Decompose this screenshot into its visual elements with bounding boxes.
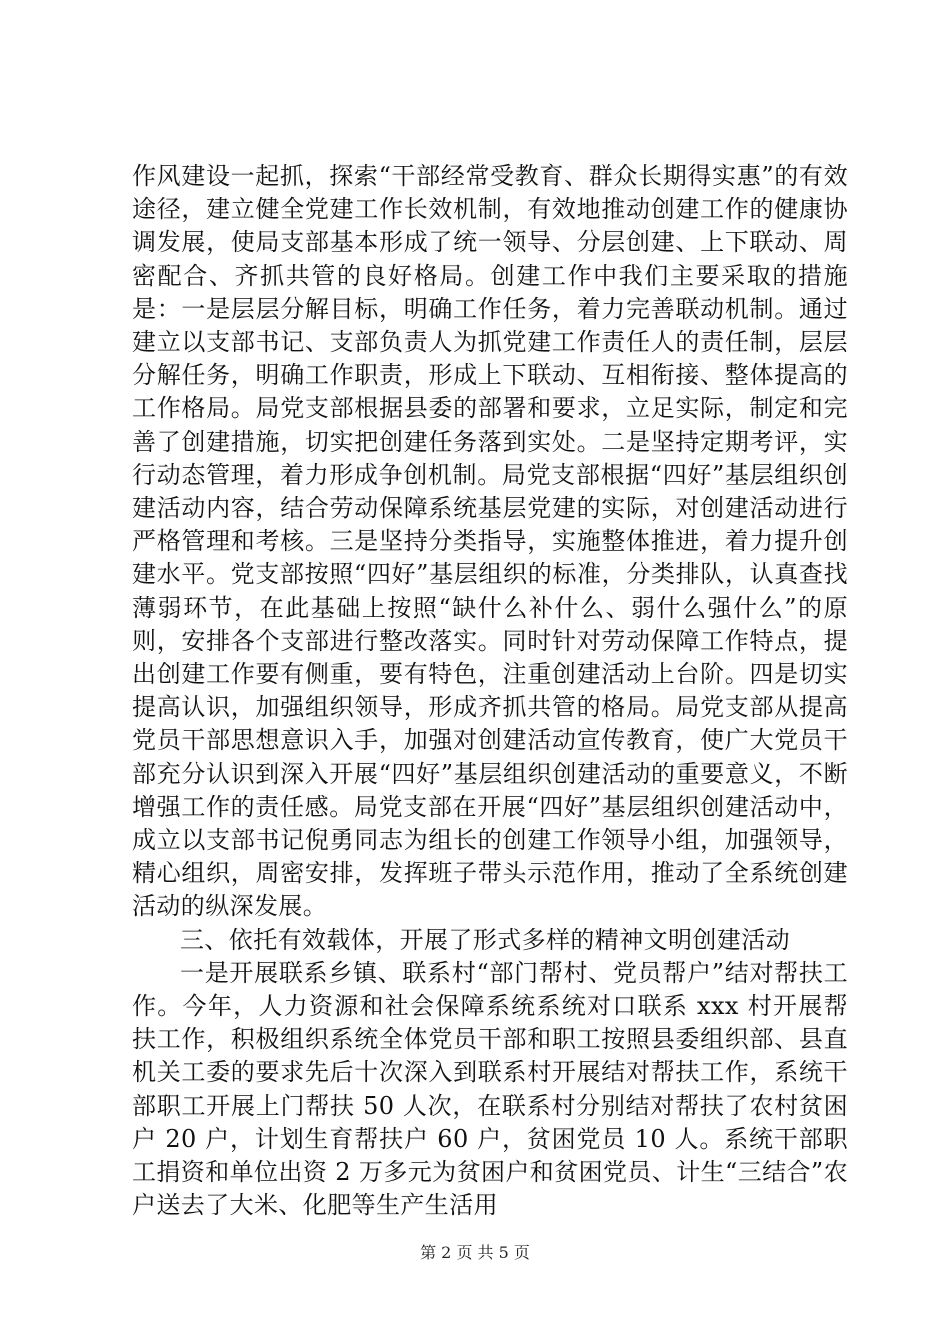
- body-paragraph-assistance: 一是开展联系乡镇、联系村“部门帮村、党员帮户”结对帮扶工作。今年，人力资源和社会保障系统系统对口联系 xxx 村开展帮扶工作，积极组织系统全体党员干部和职工按照县委组织部、县直机关工委的要求先后十次深入到联系村开展结对帮扶工作，系统干部职工开展上门帮扶 50 人次，在联系村分别结对帮扶了农村贫困户 20 户，计划生育帮扶户 60 户，贫困党员 10 人。系统干部职工捐资和单位出资 2 万多元为贫困户和贫困党员、计生“三结合”农户送去了大米、化肥等生产生活用: [132, 958, 848, 1220]
- body-paragraph-continued: 作风建设一起抓，探索“干部经常受教育、群众长期得实惠”的有效途径，建立健全党建工作长效机制，有效地推动创建工作的健康协调发展，使局支部基本形成了统一领导、分层创建、上下联动、周密配合、齐抓共管的良好格局。创建工作中我们主要采取的措施是：一是层层分解目标，明确工作任务，着力完善联动机制。通过建立以支部书记、支部负责人为抓党建工作责任人的责任制，层层分解任务，明确工作职责，形成上下联动、互相衔接、整体提高的工作格局。局党支部根据县委的部署和要求，立足实际，制定和完善了创建措施，切实把创建任务落到实处。二是坚持定期考评，实行动态管理，着力形成争创机制。局党支部根据“四好”基层组织创建活动内容，结合劳动保障系统基层党建的实际，对创建活动进行严格管理和考核。三是坚持分类指导，实施整体推进，着力提升创建水平。党支部按照“四好”基层组织的标准，分类排队，认真查找薄弱环节，在此基础上按照“缺什么补什么、弱什么强什么”的原则，安排各个支部进行整改落实。同时针对劳动保障工作特点，提出创建工作要有侧重，要有特色，注重创建活动上台阶。四是切实提高认识，加强组织领导，形成齐抓共管的格局。局党支部从提高党员干部思想意识入手，加强对创建活动宣传教育，使广大党员干部充分认识到深入开展“四好”基层组织创建活动的重要意义，不断增强工作的责任感。局党支部在开展“四好”基层组织创建活动中，成立以支部书记倪勇同志为组长的创建工作领导小组，加强领导，精心组织，周密安排，发挥班子带头示范作用，推动了全系统创建活动的纵深发展。: [132, 162, 848, 921]
- page-number-footer: 第 2 页 共 5 页: [420, 1243, 530, 1262]
- section-heading-three: 三、依托有效载体，开展了形式多样的精神文明创建活动: [180, 925, 790, 954]
- document-body: [132, 160, 848, 1223]
